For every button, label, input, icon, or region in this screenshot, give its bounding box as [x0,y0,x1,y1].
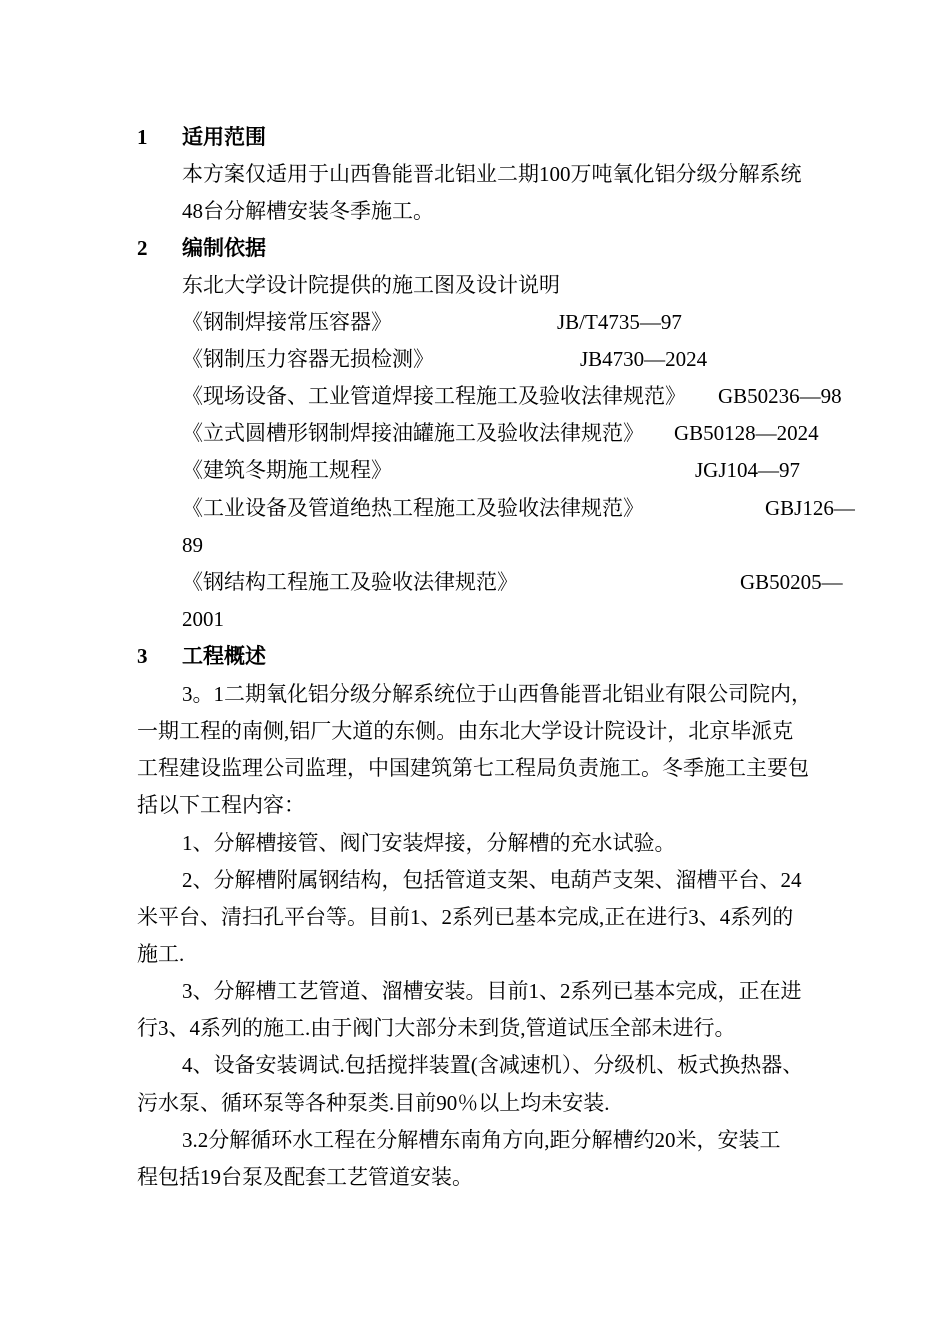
paragraph-line: 48台分解槽安装冬季施工。 [182,199,434,223]
reference-title: 《钢制压力容器无损检测》 [182,347,434,371]
reference-title: 《立式圆槽形钢制焊接油罐施工及验收法律规范》 [182,421,644,445]
section-number: 3 [137,644,148,668]
paragraph-line: 一期工程的南侧,铝厂大道的东侧。由东北大学设计院设计，北京毕派克 [137,719,794,743]
section-title: 工程概述 [182,644,266,668]
reference-code: GB50128—2024 [674,421,819,445]
reference-code: JB/T4735—97 [557,310,682,334]
reference-item [0,456,950,484]
list-item: 4、设备安装调试.包括搅拌装置(含减速机）、分级机、板式换热器、 [182,1053,804,1077]
reference-item [0,419,950,447]
section-title: 适用范围 [182,125,266,149]
reference-title: 《钢结构工程施工及验收法律规范》 [182,570,518,594]
reference-code-continued: 89 [182,533,203,557]
reference-item [0,308,950,336]
paragraph-line: 施工. [137,942,185,966]
paragraph-line: 工程建设监理公司监理，中国建筑第七工程局负责施工。冬季施工主要包 [137,756,809,780]
reference-code-continued: 2001 [182,607,224,631]
paragraph-line: 程包括19台泵及配套工艺管道安装。 [137,1165,473,1189]
section-number: 2 [137,236,148,260]
reference-item [0,494,950,522]
reference-code: JGJ104—97 [695,458,801,482]
paragraph-line: 本方案仅适用于山西鲁能晋北铝业二期100万吨氧化铝分级分解系统 [182,162,802,186]
paragraph-line: 米平台、清扫孔平台等。目前1、2系列已基本完成,正在进行3、4系列的 [137,905,794,929]
reference-code: GBJ126— [765,496,855,520]
paragraph-line: 3.2分解循环水工程在分解槽东南角方向,距分解槽约20米，安装工 [182,1128,781,1152]
reference-title: 《建筑冬期施工规程》 [182,458,392,482]
paragraph-line: 括以下工程内容： [137,793,305,817]
section-title: 编制依据 [182,236,266,260]
paragraph-line: 3。1二期氧化铝分级分解系统位于山西鲁能晋北铝业有限公司院内， [182,682,812,706]
list-item: 3、分解槽工艺管道、溜槽安装。目前1、2系列已基本完成，正在进 [182,979,802,1003]
list-item: 2、分解槽附属钢结构，包括管道支架、电葫芦支架、溜槽平台、24 [182,868,802,892]
reference-title: 《现场设备、工业管道焊接工程施工及验收法律规范》 [182,384,686,408]
paragraph-line: 污水泵、循环泵等各种泵类.目前90％以上均未安装. [137,1091,610,1115]
paragraph-line: 行3、4系列的施工.由于阀门大部分未到货,管道试压全部未进行。 [137,1016,736,1040]
section-number: 1 [137,125,148,149]
reference-code: GB50205— [740,570,843,594]
reference-item [0,345,950,373]
reference-title: 《钢制焊接常压容器》 [182,310,392,334]
reference-code: JB4730—2024 [580,347,708,371]
reference-item [0,382,950,410]
paragraph-line: 东北大学设计院提供的施工图及设计说明 [182,273,560,297]
reference-item [0,568,950,596]
list-item: 1、分解槽接管、阀门安装焊接，分解槽的充水试验。 [182,831,676,855]
reference-code: GB50236—98 [718,384,842,408]
reference-title: 《工业设备及管道绝热工程施工及验收法律规范》 [182,496,644,520]
